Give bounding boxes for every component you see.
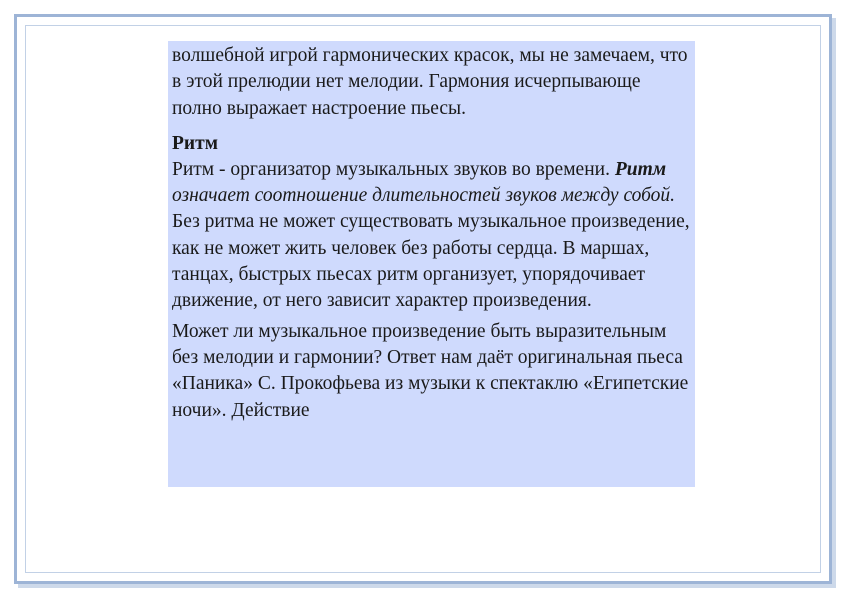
rhythm-intro: Ритм - организатор музыкальных звуков во времени. bbox=[172, 158, 610, 180]
paragraph-harmony: волшебной игрой гармонических красок, мы не замечаем, что в этой прелюдии нет мелодии. Гармония исчерпывающе полно выражает настроение пьесы. bbox=[172, 45, 688, 119]
rhythm-continuation: Без ритма не может существовать музыкальное произведение, как не может жить человек без работы сердца. В маршах, танцах, быстрых пьесах ритм организует, упорядочивает движение, от него зависит характер произведения. bbox=[172, 211, 690, 312]
paragraph-question: Может ли музыкальное произведение быть выразительным без мелодии и гармонии? Ответ нам даёт оригинальная пьеса «Паника» С. Прокофьева из музыки к спектаклю «Египетские ночи». Действие bbox=[172, 320, 689, 421]
paragraph-rhythm-definition bbox=[172, 157, 691, 315]
rhythm-definition-period: . bbox=[670, 185, 676, 207]
rhythm-definition: означает соотношение длительностей звуков между собой bbox=[172, 185, 671, 207]
rhythm-term: Ритм bbox=[614, 158, 667, 180]
heading-rhythm: Ритм bbox=[172, 132, 219, 154]
text-block bbox=[168, 41, 695, 487]
